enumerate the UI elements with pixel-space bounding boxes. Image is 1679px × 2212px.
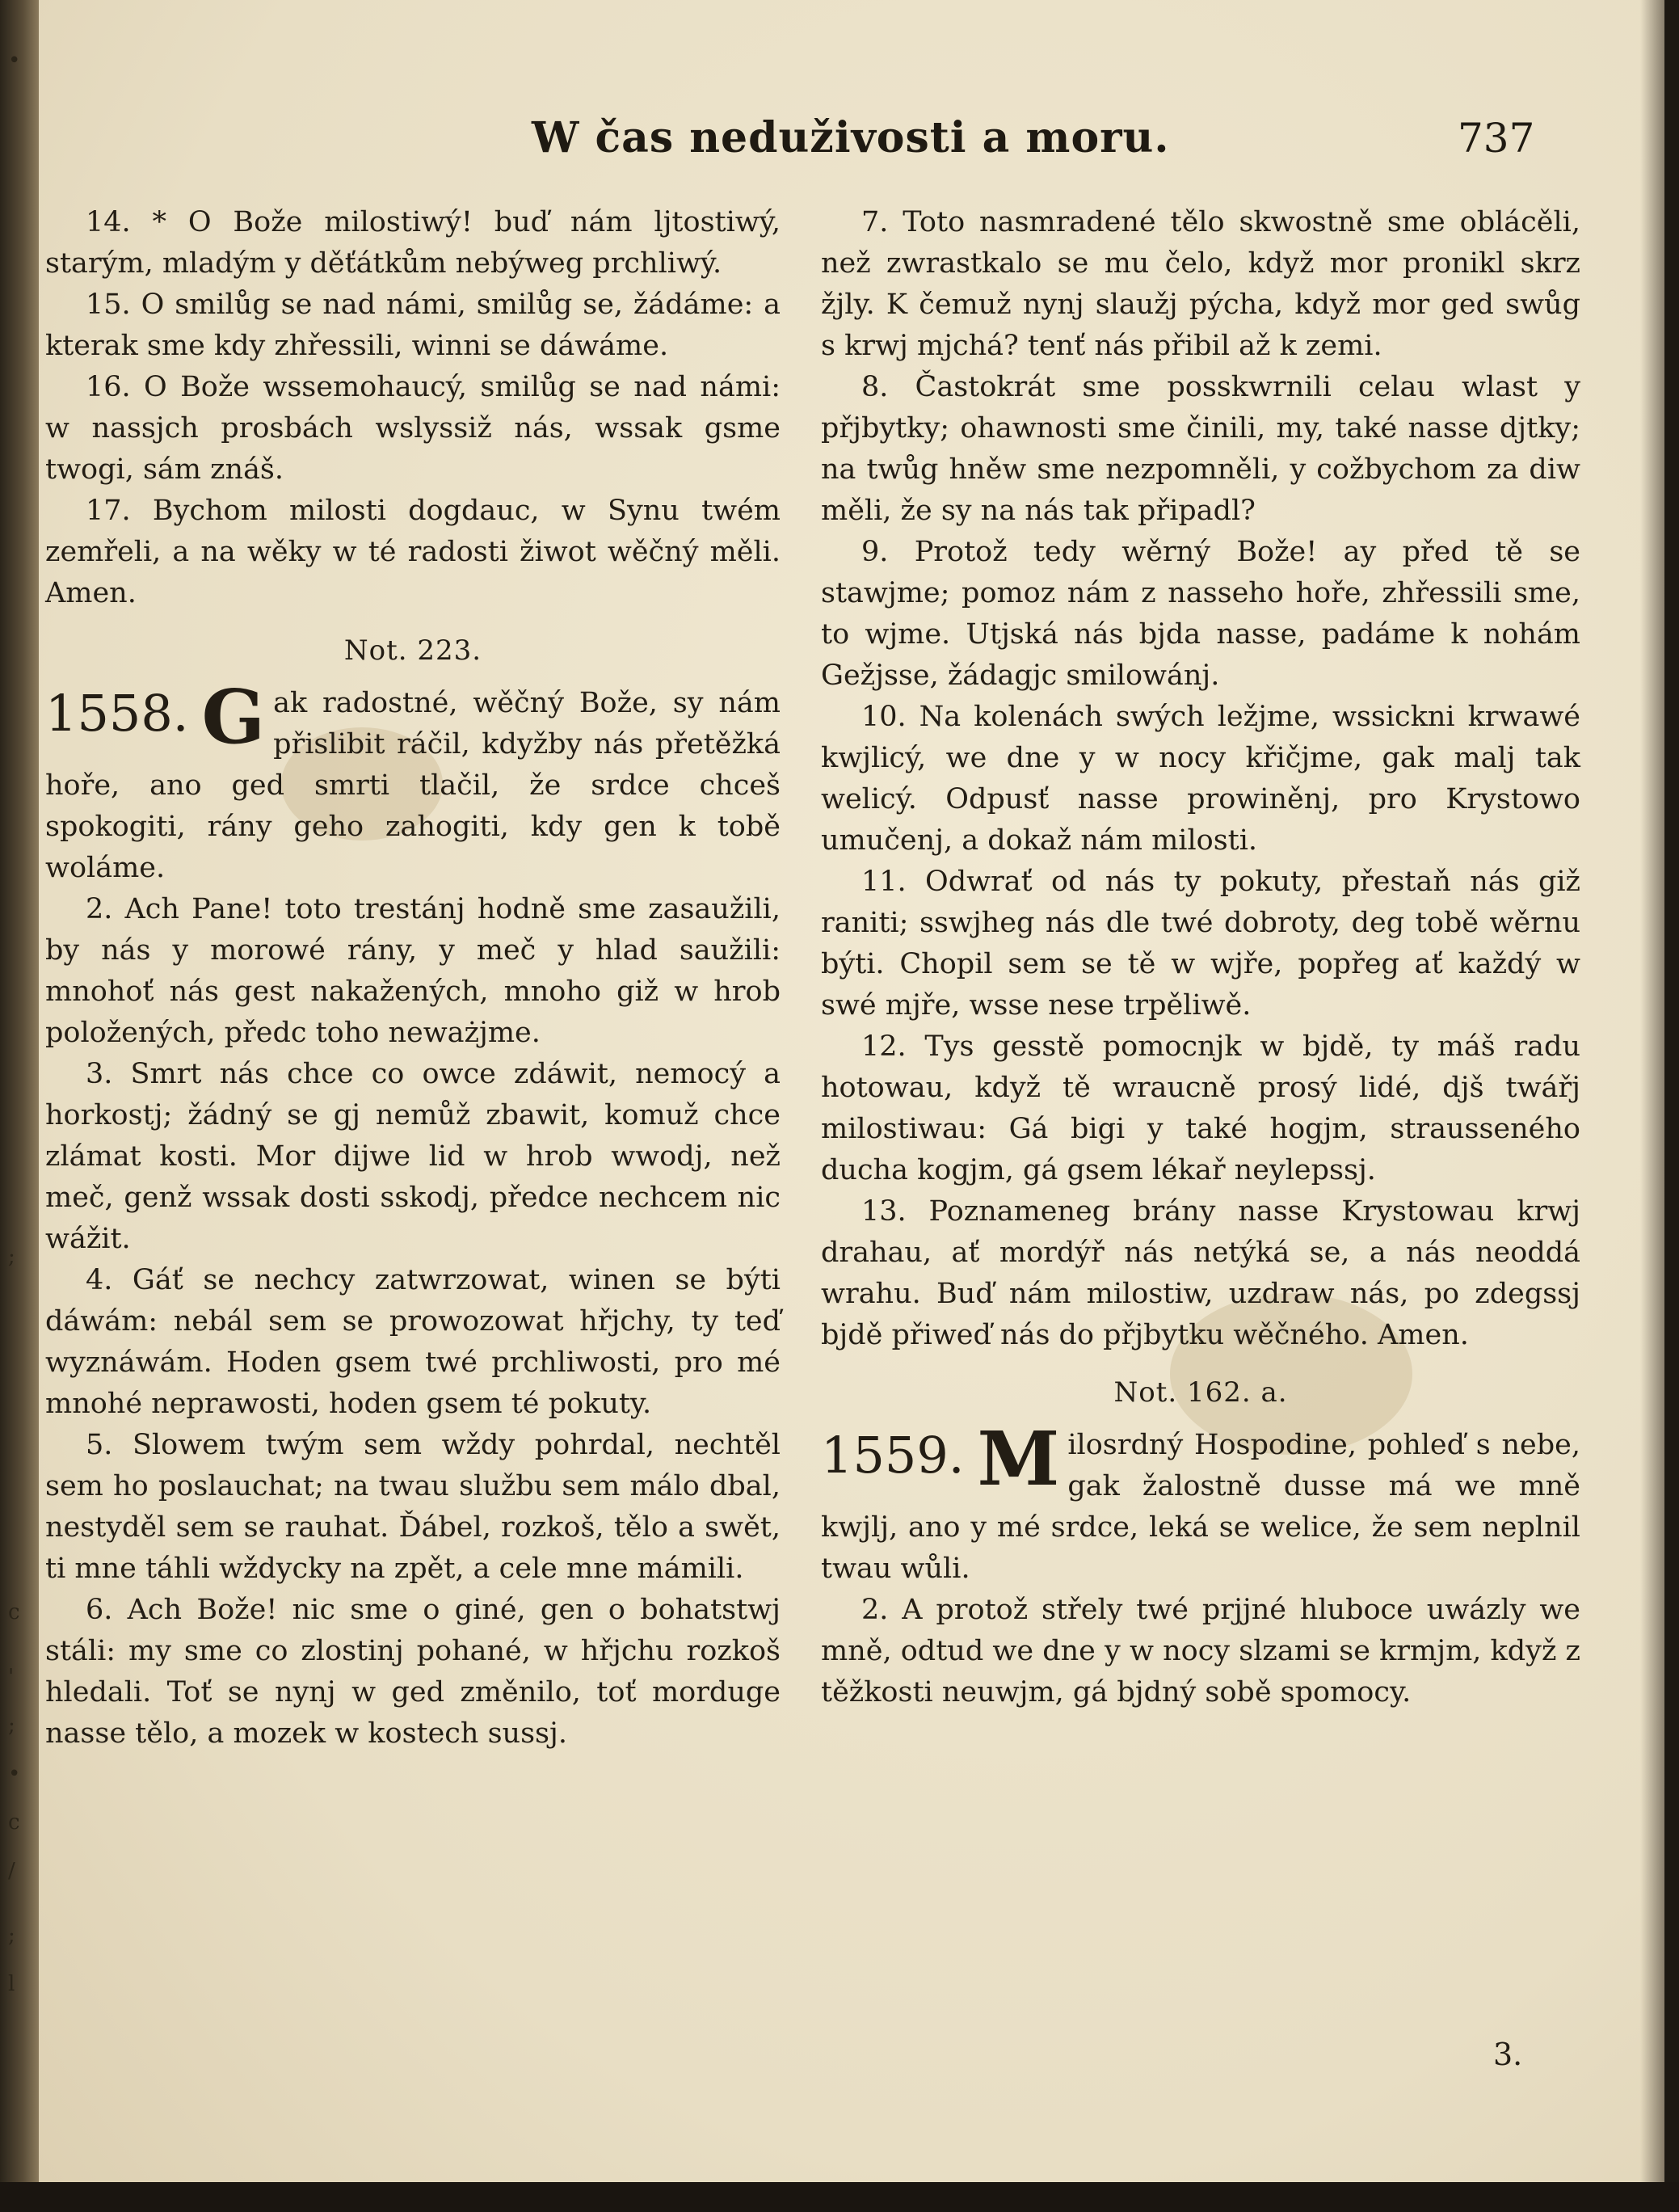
verse: 5. Slowem twým sem wždy pohrdal, nechtěl sem ho poslauchat; na twau službu sem málo dbal, nestyděl sem se rauhat. Ďábel, rozkoš, tělo a swět, ti mne táhli wždycky na zpět, a cele mne mámili. (45, 1429, 781, 1585)
gutter-mark: c (8, 1810, 20, 1835)
verse: 14. * O Bože milostiwý! buď nám ljtostiwý, starým, mladým y děťátkům nebýweg prchliwý. (45, 206, 781, 280)
book-page (39, 0, 1664, 2182)
verse: 12. Tys gesstě pomocnjk w bjdě, ty máš radu hotowau, když tě wraucně prosý lidé, djš twářj milostiwau: Gá bigi y také hogjm, strausseného ducha kogjm, gá gsem lékař neylepssj. (821, 1030, 1580, 1186)
hymn-number: 1558. (45, 684, 189, 743)
verse: 2. A protož střely twé prjjné hluboce uwázly we mně, odtud we dne y w nocy slzami se krmjm, když z těžkosti neuwjm, gá bjdný sobě spomocy. (821, 1594, 1580, 1709)
verse: 8. Častokrát sme posskwrnili celau wlast y přjbytky; ohawnosti sme činili, my, také nasse djtky; na twůg hněw sme nezpomněli, y cožbychom za diw měli, že sy na nás tak připadl? (821, 371, 1580, 527)
hymn-opening-verse: ilosrdný Hospodine, pohleď s nebe, gak žalostně dusse má we mně kwjlj, ano y mé srdce, leká se welice, že sem neplnil twau wůli. (821, 1429, 1580, 1585)
drop-cap: M (977, 1415, 1060, 1502)
verse: 6. Ach Bože! nic sme o giné, gen o bohatstwj stáli: my sme co zlostinj pohané, w hřjchu rozkoš hledali. Toť se nynj w ged změnilo, toť morduge nasse tělo, a mozek w kostech sussj. (45, 1594, 781, 1750)
gutter-mark: / (8, 1859, 15, 1883)
verse: 13. Poznameneg brány nasse Krystowau krwj drahau, ať mordýř nás netýká se, a nás neoddá wrahu. Buď nám milostiw, uzdraw nás, po zdegssj bjdě přiweď nás do přjbytku wěčného. Amen. (821, 1195, 1580, 1351)
left-column (45, 202, 781, 1755)
verse: 16. O Bože wssemohaucý, smilůg se nad námi: w nassjch prosbách wslyssiž nás, wssak gsme twogi, sám znáš. (45, 371, 781, 486)
verse: 10. Na kolenách swých ležjme, wssickni krwawé kwjlicý, we dne y w nocy křičjme, gak malj tak welicý. Odpusť nasse prowiněnj, pro Krystowo umučenj, a dokaž nám milosti. (821, 701, 1580, 857)
hymn-number: 1559. (821, 1426, 965, 1485)
verse: 7. Toto nasmradené tělo skwostně sme oblácěli, než zwrastkalo se mu čelo, když mor pronikl skrz žjly. K čemuž nynj slaužj pýcha, když mor ged swůg s krwj mjchá? tenť nás přibil až k zemi. (821, 206, 1580, 362)
right-column (821, 202, 1580, 1713)
gutter-marks (3, 0, 36, 2212)
running-title: W čas neduživosti a moru. (532, 113, 1170, 162)
verse: 2. Ach Pane! toto trestánj hodně sme zasaužili, by nás y morowé rány, y meč y hlad saužili: mnohoť nás gest nakažených, mnoho giž w hrob položených, předc toho neważjme. (45, 893, 781, 1049)
verse: 15. O smilůg se nad námi, smilůg se, žádáme: a kterak sme kdy zhřessili, winni se dáwáme. (45, 289, 781, 362)
page-header (39, 113, 1598, 178)
gutter-mark: l (8, 1972, 15, 1996)
binding-gutter (0, 0, 39, 2212)
catchword: 3. (1493, 2037, 1523, 2072)
hymn-opening-verse: ak radostné, wěčný Bože, sy nám přislibit ráčil, kdyžby nás přetěžká hoře, ano ged smrti tlačil, že srdce chceš spokogiti, rány geho zahogiti, kdy gen k tobě woláme. (45, 687, 781, 884)
melody-note: Not. 223. (343, 634, 482, 667)
page-number: 737 (1458, 115, 1535, 162)
melody-note: Not. 162. a. (1113, 1376, 1288, 1409)
verse: 11. Odwrať od nás ty pokuty, přestaň nás giž raniti; sswjheg nás dle twé dobroty, deg tobě wěrnu býti. Chopil sem se tě w wjře, popřeg ať každý w swé mjře, wsse nese trpěliwě. (821, 866, 1580, 1022)
verse: 3. Smrt nás chce co owce zdáwit, nemocý a horkostj; žádný se gj nemůž zbawit, komuž chce zlámat kosti. Mor dijwe lid w hrob wwodj, než meč, genž wssak dosti sskodj, předce nechcem nic wážit. (45, 1058, 781, 1255)
page-edge-shadow (1640, 0, 1664, 2182)
drop-cap: G (201, 673, 266, 761)
bottom-edge (0, 2182, 1679, 2212)
hymn-start-1559 (821, 1415, 1580, 1590)
gutter-mark: • (8, 48, 21, 73)
verse: 9. Protož tedy wěrný Bože! ay před tě se stawjme; pomoz nám z nasseho hoře, zhřessili sme, to wjme. Utjská nás bjda nasse, padáme k nohám Gežjsse, žádagjc smilowánj. (821, 536, 1580, 692)
gutter-mark: ; (8, 1923, 15, 1948)
gutter-mark: ; (8, 1713, 15, 1738)
gutter-mark: • (8, 1762, 21, 1786)
verse: 4. Gáť se nechcy zatwrzowat, winen se býti dáwám: nebál sem se prowozowat hřjchy, ty teď wyznáwám. Hoden gsem twé prchliwosti, pro mé mnohé neprawosti, hoden gsem té pokuty. (45, 1264, 781, 1420)
verse: 17. Bychom milosti dogdauc, w Synu twém zemřeli, a na wěky w té radosti žiwot wěčný měli. Amen. (45, 495, 781, 609)
hymn-start-1558 (45, 673, 781, 889)
gutter-mark: ' (8, 1665, 15, 1689)
gutter-mark: ; (8, 1245, 15, 1269)
gutter-mark: c (8, 1600, 20, 1624)
